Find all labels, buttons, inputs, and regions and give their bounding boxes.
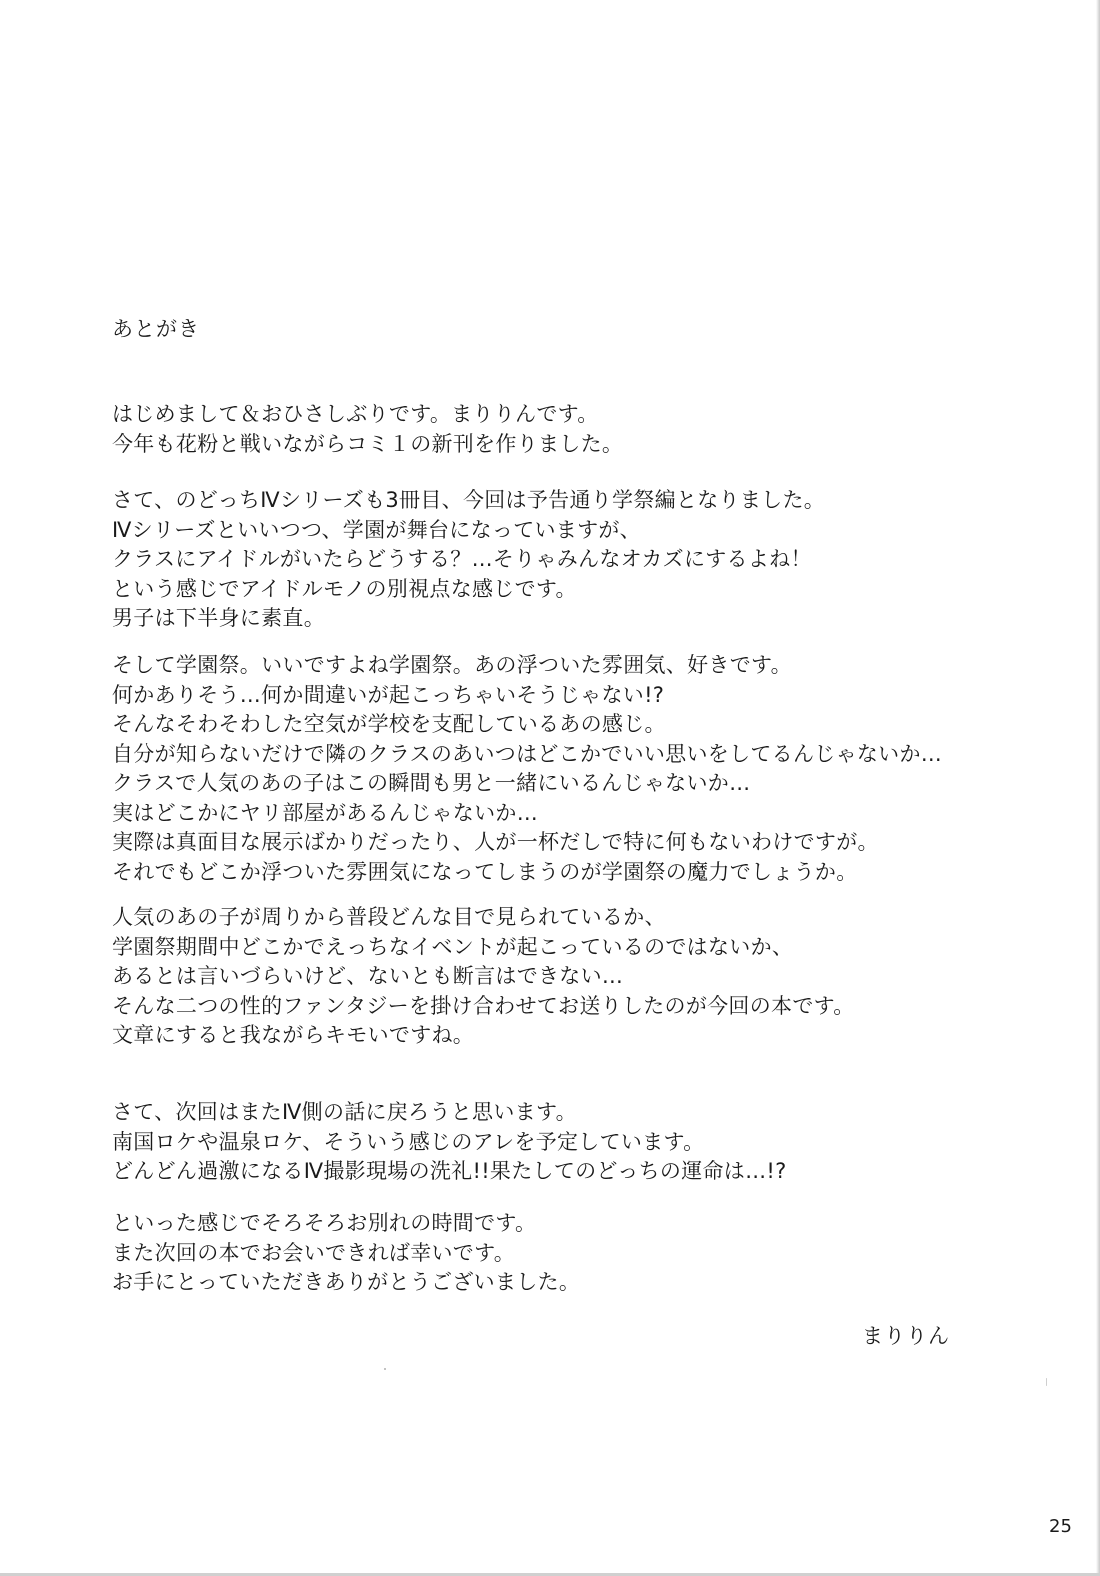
text-line: 文章にすると我ながらキモいですね。	[112, 1023, 475, 1047]
text-line: さて、次回はまたⅣ側の話に戻ろうと思います。	[112, 1100, 577, 1124]
text-line: といった感じでそろそろお別れの時間です。	[112, 1211, 537, 1235]
text-line: そして学園祭。いいですよね学園祭。あの浮ついた雰囲気、好きです。	[112, 653, 792, 677]
text-line: お手にとっていただきありがとうございました。	[112, 1270, 581, 1294]
text-line: 今年も花粉と戦いながらコミ１の新刊を作りました。	[112, 431, 624, 456]
page-number: 25	[1049, 1516, 1072, 1537]
text-line: そんな二つの性的ファンタジーを掛け合わせてお送りしたのが今回の本です。	[112, 993, 855, 1018]
text-line: さて、のどっちⅣシリーズも3冊目、今回は予告通り学祭編となりました。	[112, 488, 826, 512]
paragraph-greeting	[112, 400, 623, 459]
scan-speck	[1046, 1378, 1047, 1386]
scan-edge	[1096, 0, 1100, 1576]
paragraph-series	[112, 486, 825, 634]
text-line: クラスにアイドルがいたらどうする？…そりゃみんなオカズにするよね！	[112, 547, 812, 571]
text-line: どんどん過激になるⅣ撮影現場の洗礼!!果たしてのどっちの運命は…!?	[112, 1159, 787, 1183]
text-line: 何かありそう…何か間違いが起こっちゃいそうじゃない!?	[112, 682, 665, 707]
text-line: という感じでアイドルモノの別視点な感じです。	[112, 576, 577, 601]
paragraph-school-festival	[112, 651, 942, 887]
text-line: クラスで人気のあの子はこの瞬間も男と一緒にいるんじゃないか…	[112, 771, 751, 795]
text-line: あるとは言いづらいけど、ないとも断言はできない…	[112, 964, 624, 988]
text-line: 南国ロケや温泉ロケ、そういう感じのアレを予定しています。	[112, 1129, 705, 1154]
text-line: 学園祭期間中どこかでえっちなイベントが起こっているのではないか、	[112, 934, 794, 959]
paragraph-next-volume	[112, 1098, 787, 1187]
text-line: 男子は下半身に素直。	[112, 606, 325, 630]
text-line: 実はどこかにヤリ部屋があるんじゃないか…	[112, 800, 538, 825]
afterword-heading: あとがき	[112, 317, 200, 341]
paragraph-closing	[112, 1209, 580, 1298]
text-line: Ⅳシリーズといいつつ、学園が舞台になっていますが、	[112, 517, 641, 542]
paragraph-fantasy	[112, 903, 855, 1051]
text-line: 実際は真面目な展示ばかりだったり、人が一杯だしで特に何もないわけですが。	[112, 830, 879, 854]
text-line: また次回の本でお会いできれば幸いです。	[112, 1240, 516, 1265]
author-signature: まりりん	[862, 1324, 950, 1348]
text-line: 人気のあの子が周りから普段どんな目で見られているか、	[112, 905, 666, 929]
text-line: はじめまして＆おひさしぶりです。まりりんです。	[112, 402, 599, 426]
text-line: それでもどこか浮ついた雰囲気になってしまうのが学園祭の魔力でしょうか。	[112, 859, 858, 884]
text-line: そんなそわそわした空気が学校を支配しているあの感じ。	[112, 712, 666, 736]
scan-speck	[384, 1368, 386, 1370]
text-line: 自分が知らないだけで隣のクラスのあいつはどこかでいい思いをしてるんじゃないか…	[112, 741, 943, 766]
